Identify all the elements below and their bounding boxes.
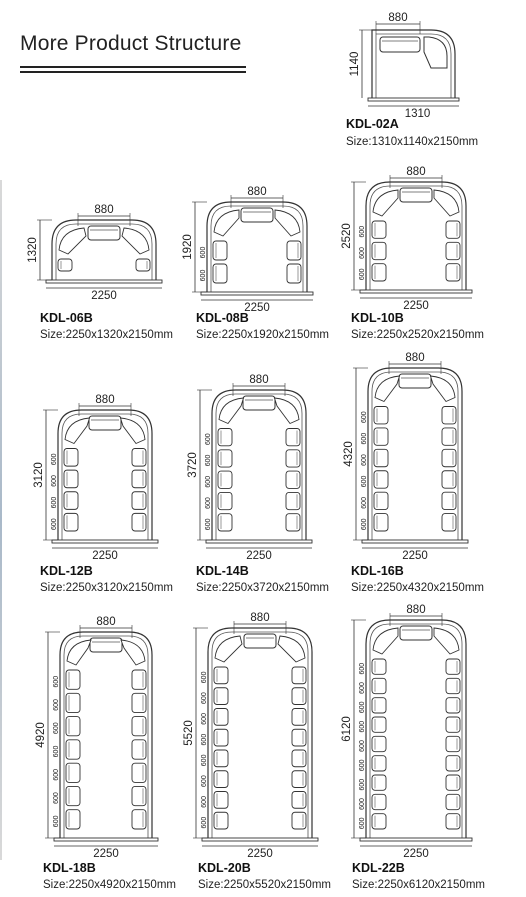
size-label-kdl-22b: Size:2250x6120x2150mm bbox=[352, 879, 485, 891]
side-seat-left bbox=[214, 688, 228, 705]
seat-depth-label: 600 bbox=[53, 792, 60, 804]
depth-dimension-label: 4920 bbox=[35, 722, 47, 748]
side-seat-left bbox=[372, 698, 386, 713]
side-seat-left bbox=[214, 771, 228, 788]
diagram-kdl-08b bbox=[182, 186, 313, 314]
corner-seat-left bbox=[219, 398, 244, 424]
seat-depth-label: 600 bbox=[51, 453, 58, 466]
side-seat-right bbox=[442, 471, 456, 488]
side-seat-left bbox=[214, 750, 228, 767]
side-seat-left bbox=[66, 717, 80, 736]
rear-seat bbox=[399, 374, 431, 388]
rear-seat bbox=[380, 37, 420, 52]
side-seat-left bbox=[66, 763, 80, 782]
side-seat-right bbox=[446, 736, 460, 751]
diagram-kdl-18b bbox=[35, 616, 158, 860]
seat-depth-label: 600 bbox=[201, 816, 208, 829]
side-seat-left bbox=[374, 428, 388, 445]
diagram-kdl-06b bbox=[27, 204, 162, 302]
seat-depth-label: 600 bbox=[200, 269, 207, 282]
model-label-kdl-20b: KDL-20B bbox=[198, 861, 251, 875]
model-label-kdl-06b: KDL-06B bbox=[40, 311, 93, 325]
side-seat-left bbox=[214, 667, 228, 684]
seat-depth-label: 600 bbox=[361, 475, 368, 488]
page-title: More Product Structure bbox=[20, 32, 242, 55]
model-label-kdl-12b: KDL-12B bbox=[40, 564, 93, 578]
side-seat-right bbox=[446, 794, 460, 809]
corner-seat-right bbox=[431, 376, 456, 402]
rear-seat bbox=[400, 626, 432, 640]
side-seat-left bbox=[214, 812, 228, 829]
seat-depth-label: 600 bbox=[201, 733, 208, 746]
side-seat-left bbox=[218, 471, 232, 488]
corner-seat-left bbox=[215, 636, 242, 662]
rear-seat bbox=[88, 226, 120, 240]
depth-dimension-label: 1140 bbox=[349, 51, 361, 77]
side-seat-right bbox=[446, 814, 460, 829]
side-seat-right bbox=[446, 659, 460, 674]
side-seat-right bbox=[446, 698, 460, 713]
seat-depth-label: 600 bbox=[201, 796, 208, 808]
base-dimension-label: 2250 bbox=[92, 550, 118, 562]
side-seat-right bbox=[442, 428, 456, 445]
base-plate bbox=[46, 280, 162, 283]
seat-depth-label: 600 bbox=[361, 432, 368, 445]
size-label-kdl-18b: Size:2250x4920x2150mm bbox=[43, 879, 176, 891]
side-seat-left bbox=[66, 740, 80, 759]
seat-depth-label: 600 bbox=[53, 675, 60, 688]
side-seat-right bbox=[132, 470, 146, 488]
seat-depth-label: 600 bbox=[361, 518, 368, 531]
side-seat-left bbox=[64, 513, 78, 531]
size-label-kdl-12b: Size:2250x3120x2150mm bbox=[40, 582, 173, 594]
seat-depth-label: 600 bbox=[205, 518, 212, 531]
side-seat-left bbox=[214, 729, 228, 746]
side-seat-right bbox=[287, 264, 301, 283]
diagram-kdl-16b bbox=[343, 352, 468, 562]
rear-seat bbox=[90, 638, 122, 652]
depth-dimension-label: 2520 bbox=[341, 223, 353, 249]
seat-depth-label: 600 bbox=[51, 496, 58, 509]
side-seat-right bbox=[136, 259, 150, 271]
side-seat-right bbox=[292, 688, 306, 705]
seat-depth-label: 600 bbox=[359, 817, 366, 830]
side-seat-right bbox=[446, 756, 460, 771]
side-seat-right bbox=[292, 812, 306, 829]
width-dimension-label: 880 bbox=[406, 166, 426, 178]
corner-seat-left bbox=[214, 210, 239, 236]
seat-depth-label: 600 bbox=[201, 754, 208, 767]
model-label-kdl-18b: KDL-18B bbox=[43, 861, 96, 875]
side-seat-right bbox=[286, 492, 300, 509]
side-seat-right bbox=[446, 717, 460, 732]
seat-depth-label: 600 bbox=[359, 759, 366, 772]
base-plate bbox=[362, 540, 468, 543]
side-seat-left bbox=[213, 241, 227, 260]
corner-seat-right bbox=[121, 418, 146, 444]
side-seat-right bbox=[132, 670, 146, 689]
base-plate bbox=[206, 540, 312, 543]
side-seat-left bbox=[372, 814, 386, 829]
seat-depth-label: 600 bbox=[53, 768, 60, 781]
side-seat-left bbox=[374, 407, 388, 424]
depth-dimension-label: 3120 bbox=[33, 462, 45, 488]
diagram-kdl-02a bbox=[349, 12, 459, 120]
side-seat-left bbox=[66, 810, 80, 829]
base-plate bbox=[360, 838, 472, 841]
side-seat-right bbox=[446, 775, 460, 790]
base-dimension-label: 1310 bbox=[404, 108, 431, 120]
width-dimension-label: 880 bbox=[250, 612, 270, 624]
seat-depth-label: 600 bbox=[53, 722, 60, 735]
side-seat-left bbox=[64, 449, 78, 467]
side-seat-right bbox=[292, 771, 306, 788]
seat-depth-label: 600 bbox=[359, 268, 366, 281]
side-seat-right bbox=[286, 450, 300, 467]
side-seat-right bbox=[132, 786, 146, 805]
side-seat-left bbox=[66, 786, 80, 805]
seat-depth-label: 600 bbox=[359, 798, 366, 810]
seat-depth-label: 600 bbox=[361, 411, 368, 424]
rear-seat bbox=[400, 188, 432, 202]
side-seat-left bbox=[372, 264, 386, 281]
depth-dimension-label: 3720 bbox=[187, 452, 199, 478]
corner-seat-right bbox=[122, 228, 149, 254]
side-seat-right bbox=[292, 750, 306, 767]
corner-seat-right bbox=[275, 210, 300, 236]
size-label-kdl-20b: Size:2250x5520x2150mm bbox=[198, 879, 331, 891]
width-dimension-label: 880 bbox=[406, 604, 426, 616]
width-dimension-label: 880 bbox=[388, 12, 408, 24]
base-dimension-label: 2250 bbox=[403, 300, 429, 312]
corner-seat-left bbox=[67, 640, 91, 665]
size-label-kdl-10b: Size:2250x2520x2150mm bbox=[351, 329, 484, 341]
model-label-kdl-10b: KDL-10B bbox=[351, 311, 404, 325]
depth-dimension-label: 4320 bbox=[343, 441, 355, 467]
seat-depth-label: 600 bbox=[205, 475, 212, 488]
depth-dimension-label: 1320 bbox=[27, 237, 39, 263]
base-plate bbox=[368, 98, 459, 101]
corner-seat-left bbox=[375, 376, 400, 402]
side-seat-left bbox=[372, 756, 386, 771]
seat-depth-label: 600 bbox=[361, 454, 368, 466]
corner-seat-left bbox=[59, 228, 86, 254]
seat-depth-label: 600 bbox=[359, 701, 366, 714]
side-seat-right bbox=[132, 693, 146, 712]
corner-seat-left bbox=[373, 628, 398, 654]
base-plate bbox=[54, 838, 158, 841]
seat-depth-label: 600 bbox=[201, 692, 208, 704]
width-dimension-label: 880 bbox=[405, 352, 425, 364]
side-seat-right bbox=[132, 492, 146, 510]
seat-depth-label: 600 bbox=[361, 497, 368, 509]
seat-depth-label: 600 bbox=[359, 682, 366, 694]
cabin-inner-outline bbox=[64, 636, 148, 838]
side-seat-left bbox=[374, 471, 388, 488]
side-seat-right bbox=[446, 264, 460, 281]
base-plate bbox=[360, 290, 472, 293]
base-dimension-label: 2250 bbox=[91, 290, 117, 302]
seat-depth-label: 600 bbox=[359, 662, 366, 675]
side-seat-left bbox=[218, 514, 232, 531]
model-label-kdl-22b: KDL-22B bbox=[352, 861, 405, 875]
side-seat-left bbox=[218, 429, 232, 446]
side-seat-right bbox=[446, 221, 460, 238]
seat-depth-label: 600 bbox=[205, 497, 212, 509]
side-seat-right bbox=[286, 514, 300, 531]
side-seat-right bbox=[287, 241, 301, 260]
diagram-kdl-12b bbox=[33, 394, 158, 562]
side-seat-right bbox=[446, 242, 460, 259]
seat-depth-label: 600 bbox=[51, 475, 58, 487]
model-label-kdl-14b: KDL-14B bbox=[196, 564, 249, 578]
side-seat-left bbox=[372, 659, 386, 674]
rear-seat bbox=[243, 396, 275, 410]
side-seat-left bbox=[64, 492, 78, 510]
side-seat-left bbox=[372, 794, 386, 809]
base-dimension-label: 2250 bbox=[244, 302, 270, 314]
size-label-kdl-02a: Size:1310x1140x2150mm bbox=[346, 136, 479, 148]
seat-depth-label: 600 bbox=[53, 815, 60, 828]
rear-seat bbox=[89, 416, 121, 430]
side-seat-left bbox=[374, 514, 388, 531]
side-seat-right bbox=[442, 407, 456, 424]
side-seat-right bbox=[292, 709, 306, 726]
seat-depth-label: 600 bbox=[53, 745, 60, 758]
seat-depth-label: 600 bbox=[359, 720, 366, 733]
rear-seat bbox=[244, 634, 276, 648]
rear-seat bbox=[241, 208, 273, 222]
model-label-kdl-08b: KDL-08B bbox=[196, 311, 249, 325]
width-dimension-label: 880 bbox=[94, 204, 114, 216]
side-seat-left bbox=[58, 259, 72, 271]
seat-depth-label: 600 bbox=[200, 246, 207, 259]
model-label-kdl-02a: KDL-02A bbox=[346, 117, 399, 131]
size-label-kdl-16b: Size:2250x4320x2150mm bbox=[351, 582, 484, 594]
size-label-kdl-06b: Size:2250x1320x2150mm bbox=[40, 329, 173, 341]
depth-dimension-label: 5520 bbox=[183, 720, 195, 746]
side-seat-left bbox=[374, 449, 388, 466]
corner-seat-left bbox=[373, 190, 398, 216]
side-seat-right bbox=[442, 492, 456, 509]
seat-depth-label: 600 bbox=[205, 433, 212, 445]
seat-depth-label: 600 bbox=[201, 713, 208, 725]
side-seat-right bbox=[132, 513, 146, 531]
seat-depth-label: 600 bbox=[201, 671, 208, 684]
seat-depth-label: 600 bbox=[359, 247, 366, 259]
side-seat-left bbox=[372, 717, 386, 732]
side-seat-right bbox=[292, 667, 306, 684]
side-seat-right bbox=[132, 449, 146, 467]
side-seat-right bbox=[286, 429, 300, 446]
side-seat-left bbox=[372, 775, 386, 790]
side-seat-left bbox=[214, 709, 228, 726]
width-dimension-label: 880 bbox=[247, 186, 267, 198]
corner-seat-right bbox=[434, 190, 459, 216]
size-label-kdl-08b: Size:2250x1920x2150mm bbox=[196, 329, 329, 341]
depth-dimension-label: 1920 bbox=[182, 234, 194, 260]
base-plate bbox=[201, 292, 313, 295]
corner-seat-right bbox=[275, 398, 300, 424]
width-dimension-label: 880 bbox=[96, 616, 116, 628]
seat-depth-label: 600 bbox=[53, 699, 60, 711]
seat-depth-label: 600 bbox=[359, 225, 366, 238]
side-seat-right bbox=[442, 449, 456, 466]
side-seat-right bbox=[132, 717, 146, 736]
diagram-kdl-10b bbox=[341, 166, 472, 312]
side-seat-right bbox=[286, 471, 300, 488]
side-seat-left bbox=[218, 492, 232, 509]
side-seat-right bbox=[446, 678, 460, 693]
side-seat-left bbox=[218, 450, 232, 467]
side-seat-left bbox=[66, 670, 80, 689]
side-seat-left bbox=[372, 736, 386, 751]
base-dimension-label: 2250 bbox=[246, 550, 272, 562]
side-seat-left bbox=[372, 242, 386, 259]
side-seat-right bbox=[132, 740, 146, 759]
side-seat-right bbox=[442, 514, 456, 531]
base-dimension-label: 2250 bbox=[403, 848, 429, 860]
diagram-kdl-20b bbox=[183, 612, 318, 860]
side-seat-right bbox=[132, 810, 146, 829]
corner-seat-left bbox=[65, 418, 90, 444]
corner-seat-right bbox=[434, 628, 459, 654]
seat-depth-label: 600 bbox=[359, 740, 366, 752]
width-dimension-label: 880 bbox=[95, 394, 115, 406]
diagram-kdl-14b bbox=[187, 374, 312, 562]
side-seat-left bbox=[64, 470, 78, 488]
base-dimension-label: 2250 bbox=[402, 550, 428, 562]
corner-seat-right bbox=[121, 640, 145, 665]
side-seat-left bbox=[372, 678, 386, 693]
model-label-kdl-16b: KDL-16B bbox=[351, 564, 404, 578]
corner-seat bbox=[424, 37, 447, 68]
side-seat-right bbox=[292, 729, 306, 746]
side-seat-left bbox=[66, 693, 80, 712]
side-seat-left bbox=[374, 492, 388, 509]
side-seat-left bbox=[372, 221, 386, 238]
base-plate bbox=[202, 838, 318, 841]
seat-depth-label: 600 bbox=[51, 518, 58, 531]
base-dimension-label: 2250 bbox=[93, 848, 119, 860]
side-seat-right bbox=[132, 763, 146, 782]
side-seat-left bbox=[213, 264, 227, 283]
base-dimension-label: 2250 bbox=[247, 848, 273, 860]
base-plate bbox=[52, 540, 158, 543]
size-label-kdl-14b: Size:2250x3720x2150mm bbox=[196, 582, 329, 594]
depth-dimension-label: 6120 bbox=[341, 716, 353, 742]
width-dimension-label: 880 bbox=[249, 374, 269, 386]
side-seat-right bbox=[292, 792, 306, 809]
seat-depth-label: 600 bbox=[205, 454, 212, 467]
side-seat-left bbox=[214, 792, 228, 809]
seat-depth-label: 600 bbox=[201, 775, 208, 787]
diagram-kdl-22b bbox=[341, 604, 472, 860]
corner-seat-right bbox=[278, 636, 305, 662]
seat-depth-label: 600 bbox=[359, 778, 366, 791]
